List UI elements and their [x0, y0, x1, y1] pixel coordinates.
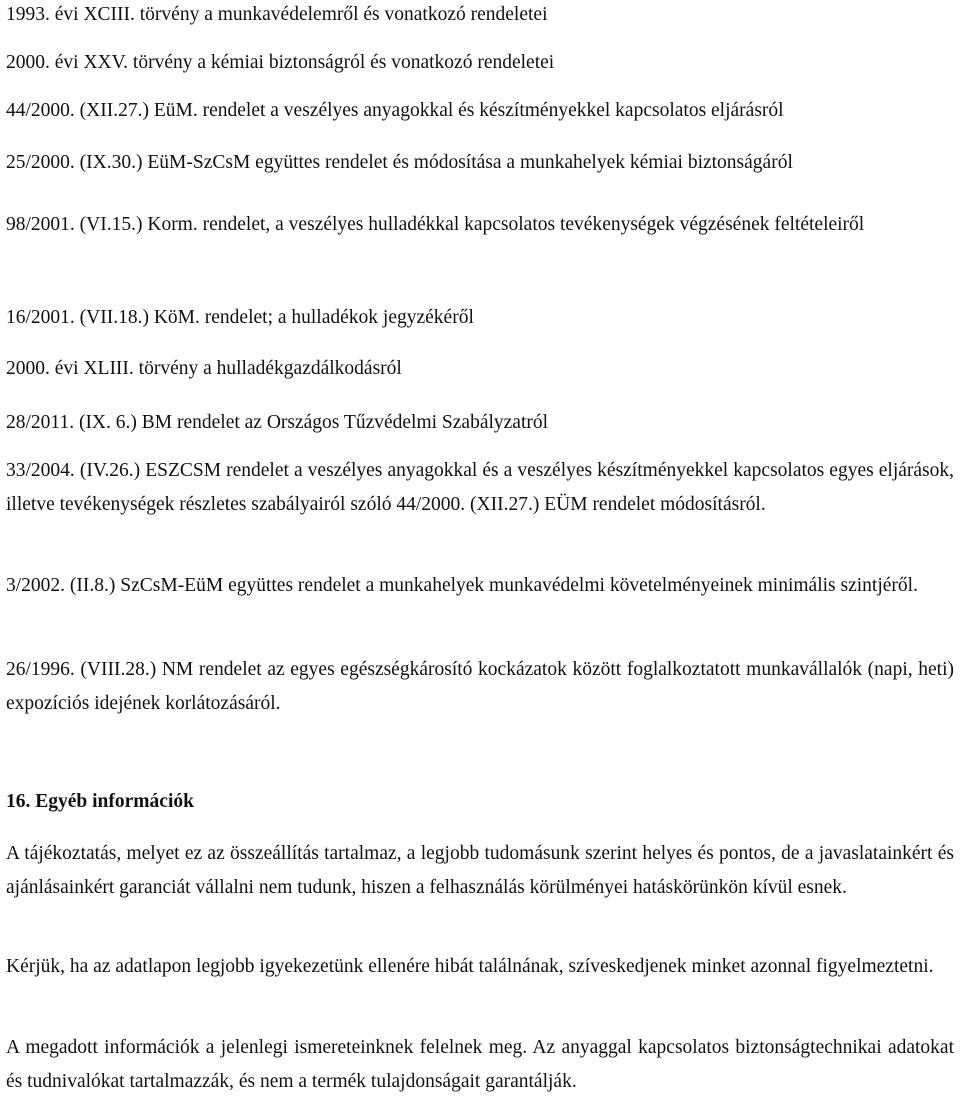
- regulation-item: 25/2000. (IX.30.) EüM-SzCsM együttes rendelet és módosítása a munkahelyek kémiai biztonságáról: [6, 152, 793, 173]
- info-paragraph: Kérjük, ha az adatlapon legjobb igyekezetünk ellenére hibát találnának, szíveskedjenek minket azonnal figyelmeztetni.: [6, 956, 934, 977]
- section-heading: 16. Egyéb információk: [6, 791, 194, 812]
- regulation-item: 2000. évi XLIII. törvény a hulladékgazdálkodásról: [6, 358, 402, 379]
- regulation-item: 33/2004. (IV.26.) ESZCSM rendelet a veszélyes anyagokkal és a veszélyes készítményekkel kapcsolatos egyes eljárások, illetve tevékenységek részletes szabályairól szóló 44/2000. (XII.27.) EÜM rendelet módosításról.: [6, 460, 954, 515]
- regulation-item: 1993. évi XCIII. törvény a munkavédelemről és vonatkozó rendeletei: [6, 4, 548, 25]
- regulation-item: 44/2000. (XII.27.) EüM. rendelet a veszélyes anyagokkal és készítményekkel kapcsolatos eljárásról: [6, 100, 784, 121]
- regulation-item: 3/2002. (II.8.) SzCsM-EüM együttes rendelet a munkahelyek munkavédelmi követelményeinek minimális szintjéről.: [6, 575, 918, 596]
- regulation-item: 28/2011. (IX. 6.) BM rendelet az Országos Tűzvédelmi Szabályzatról: [6, 412, 549, 433]
- regulation-item: 26/1996. (VIII.28.) NM rendelet az egyes egészségkárosító kockázatok között foglalkoztatott munkavállalók (napi, heti) expozíciós idejének korlátozásáról.: [6, 659, 954, 714]
- regulation-item: 98/2001. (VI.15.) Korm. rendelet, a veszélyes hulladékkal kapcsolatos tevékenységek végzésének feltételeiről: [6, 214, 865, 235]
- regulation-item: 2000. évi XXV. törvény a kémiai biztonságról és vonatkozó rendeletei: [6, 52, 555, 73]
- info-paragraph: A tájékoztatás, melyet ez az összeállítás tartalmaz, a legjobb tudomásunk szerint helyes és pontos, de a javaslatainkért és ajánlásainkért garanciát vállalni nem tudunk, hiszen a felhasználás körülményei hatáskörünkön kívül esnek.: [6, 843, 954, 898]
- info-paragraph: A megadott információk a jelenlegi ismereteinknek felelnek meg. Az anyaggal kapcsolatos biztonságtechnikai adatokat és tudnivalókat tartalmazzák, és nem a termék tulajdonságait garantálják.: [6, 1037, 954, 1092]
- regulation-item: 16/2001. (VII.18.) KöM. rendelet; a hulladékok jegyzékéről: [6, 307, 474, 328]
